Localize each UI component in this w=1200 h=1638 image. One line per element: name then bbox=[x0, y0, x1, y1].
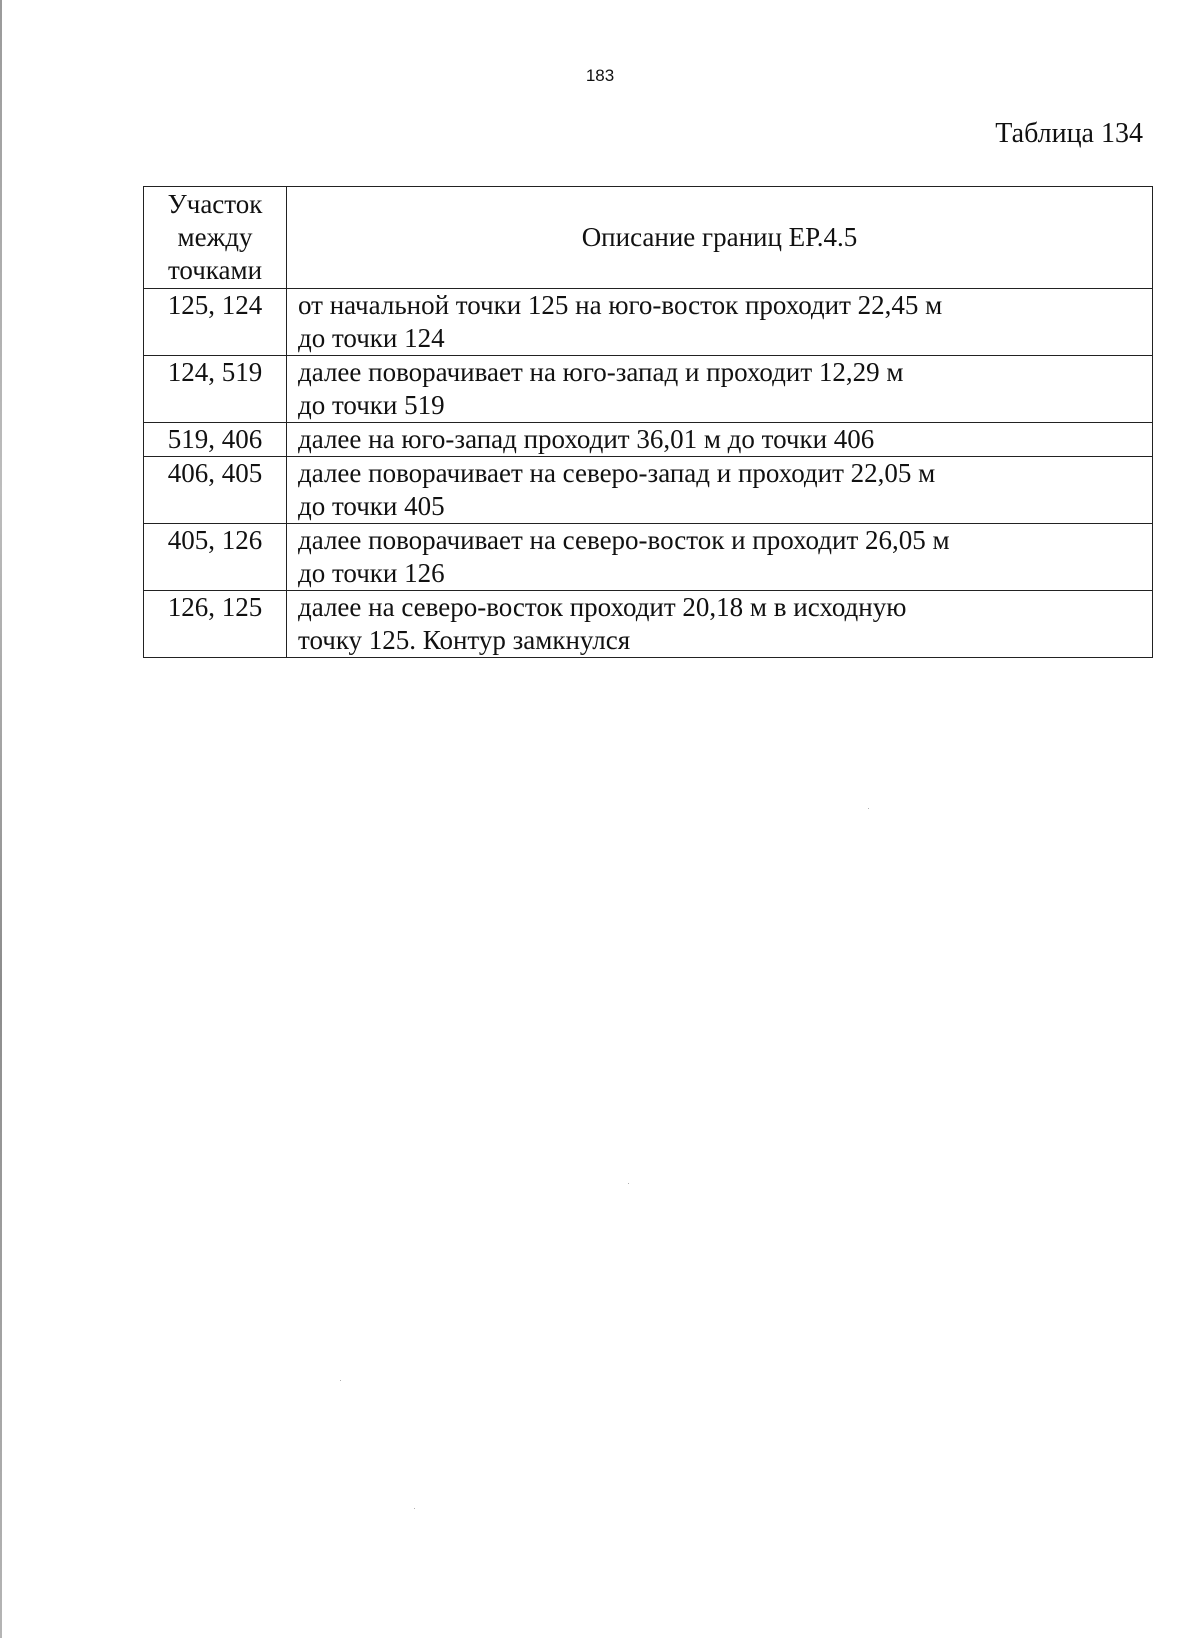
table-header-row bbox=[144, 187, 1153, 289]
scan-speck bbox=[868, 808, 869, 809]
header-description: Описание границ ЕР.4.5 bbox=[287, 187, 1153, 289]
header-segment-line-3: точками bbox=[167, 255, 263, 285]
table-row bbox=[144, 356, 1153, 423]
header-segment-line-2: между bbox=[177, 222, 253, 252]
segment-cell: 406, 405 bbox=[144, 457, 287, 524]
description-cell bbox=[287, 356, 1153, 423]
table-body bbox=[144, 289, 1153, 658]
description-line-1: далее на северо-восток проходит 20,18 м в исходную bbox=[298, 592, 907, 622]
page-number: 183 bbox=[585, 66, 615, 85]
description-line-2: точку 125. Контур замкнулся bbox=[298, 625, 631, 655]
scan-speck bbox=[414, 1508, 415, 1509]
description-line-2: до точки 124 bbox=[298, 323, 445, 353]
description-line-1: далее поворачивает на северо-восток и проходит 26,05 м bbox=[298, 525, 950, 555]
description-cell bbox=[287, 591, 1153, 658]
description-line-2: до точки 405 bbox=[298, 491, 445, 521]
description-line-1: далее на юго-запад проходит 36,01 м до точки 406 bbox=[298, 424, 875, 454]
table-header bbox=[144, 187, 1153, 289]
scan-speck bbox=[340, 1380, 341, 1381]
description-line-1: далее поворачивает на северо-запад и проходит 22,05 м bbox=[298, 458, 936, 488]
segment-cell: 405, 126 bbox=[144, 524, 287, 591]
segment-cell: 519, 406 bbox=[144, 423, 287, 457]
segment-cell: 126, 125 bbox=[144, 591, 287, 658]
header-segment-line-1: Участок bbox=[167, 189, 263, 219]
description-cell bbox=[287, 289, 1153, 356]
description-line-1: от начальной точки 125 на юго-восток проходит 22,45 м bbox=[298, 290, 943, 320]
boundary-table bbox=[143, 186, 1153, 658]
description-line-2: до точки 126 bbox=[298, 558, 445, 588]
scan-edge-shadow bbox=[0, 0, 2, 1638]
description-cell bbox=[287, 423, 1153, 457]
scan-speck bbox=[628, 1183, 629, 1184]
segment-cell: 124, 519 bbox=[144, 356, 287, 423]
header-segment bbox=[144, 187, 287, 289]
description-line-2: до точки 519 bbox=[298, 390, 445, 420]
table-row bbox=[144, 524, 1153, 591]
description-cell bbox=[287, 457, 1153, 524]
segment-cell: 125, 124 bbox=[144, 289, 287, 356]
table-row bbox=[144, 289, 1153, 356]
table-row bbox=[144, 591, 1153, 658]
table-row bbox=[144, 457, 1153, 524]
table-caption: Таблица 134 bbox=[995, 118, 1143, 149]
table-row bbox=[144, 423, 1153, 457]
description-cell bbox=[287, 524, 1153, 591]
description-line-1: далее поворачивает на юго-запад и проходит 12,29 м bbox=[298, 357, 904, 387]
